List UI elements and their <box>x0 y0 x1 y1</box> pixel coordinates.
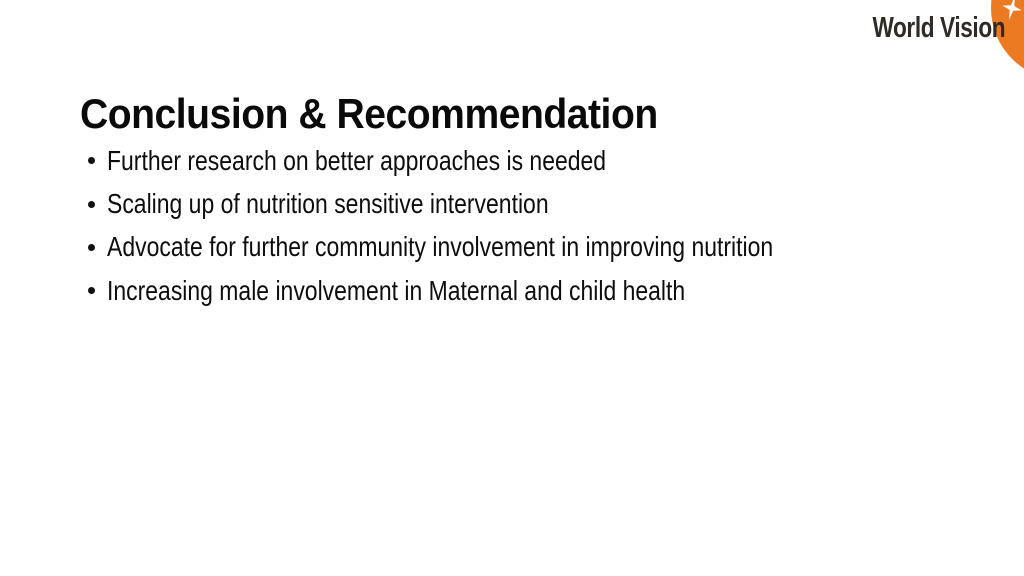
bullet-dot-icon <box>88 244 95 251</box>
bullet-item <box>88 182 919 225</box>
bullet-item <box>88 269 919 312</box>
bullet-list <box>88 139 919 313</box>
bullet-item <box>88 226 919 269</box>
bullet-item-text: Increasing male involvement in Maternal and child health <box>107 274 686 306</box>
world-vision-wordmark: World Vision <box>872 12 1005 44</box>
bullet-dot-icon <box>88 201 95 208</box>
bullet-dot-icon <box>88 287 95 294</box>
bullet-item <box>88 139 919 182</box>
bullet-item-text: Scaling up of nutrition sensitive intervention <box>107 188 549 220</box>
slide-title: Conclusion & Recommendation <box>80 90 658 138</box>
bullet-item-text: Advocate for further community involvement in improving nutrition <box>107 231 774 263</box>
bullet-dot-icon <box>88 157 95 164</box>
bullet-item-text: Further research on better approaches is needed <box>107 144 607 176</box>
